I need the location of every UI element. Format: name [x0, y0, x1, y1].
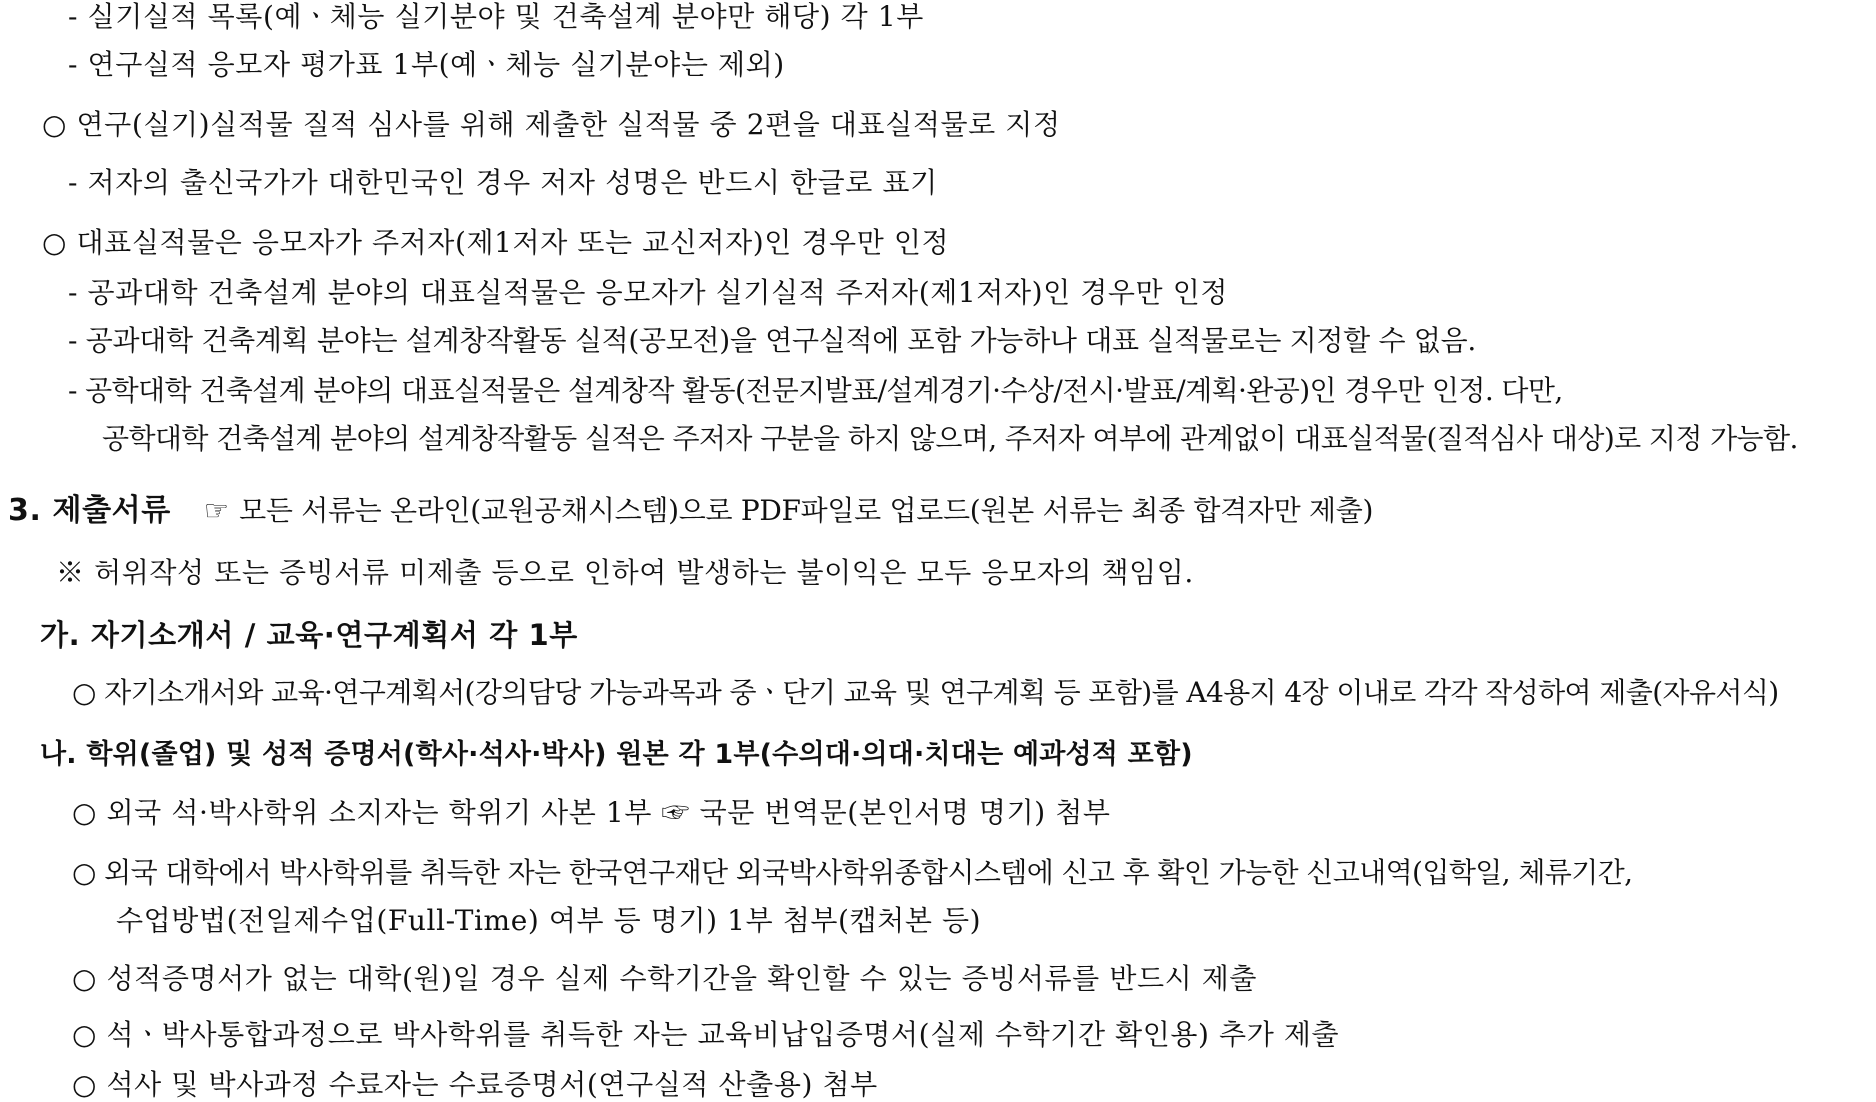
list-item: - 연구실적 응모자 평가표 1부(예ㆍ체능 실기분야는 제외)	[68, 48, 785, 81]
list-item-continuation: 공학대학 건축설계 분야의 설계창작활동 실적은 주저자 구분을 하지 않으며, 주저자 여부에 관계없이 대표실적물(질적심사 대상)로 지정 가능함.	[102, 422, 1798, 455]
section-heading-row	[8, 494, 1373, 528]
list-item: - 저자의 출신국가가 대한민국인 경우 저자 성명은 반드시 한글로 표기	[68, 166, 938, 199]
list-item: - 공과대학 건축설계 분야의 대표실적물은 응모자가 실기실적 주저자(제1저자)인 경우만 인정	[68, 276, 1229, 309]
warning-note: ※ 허위작성 또는 증빙서류 미제출 등으로 인하여 발생하는 불이익은 모두 응모자의 책임임.	[56, 556, 1194, 589]
bullet-item: ○ 석사 및 박사과정 수료자는 수료증명서(연구실적 산출용) 첨부	[72, 1068, 878, 1101]
bullet-item: ○ 성적증명서가 없는 대학(원)일 경우 실제 수학기간을 확인할 수 있는 증빙서류를 반드시 제출	[72, 962, 1258, 995]
subsection-heading: 가. 자기소개서 / 교육·연구계획서 각 1부	[40, 618, 578, 652]
bullet-item-continuation: 수업방법(전일제수업(Full-Time) 여부 등 명기) 1부 첨부(캡처본 등)	[116, 904, 982, 937]
subsection-heading: 나. 학위(졸업) 및 성적 증명서(학사·석사·박사) 원본 각 1부(수의대·의대·치대는 예과성적 포함)	[40, 739, 1193, 770]
bullet-item: ○ 연구(실기)실적물 질적 심사를 위해 제출한 실적물 중 2편을 대표실적물로 지정	[42, 108, 1061, 141]
list-item: - 공과대학 건축계획 분야는 설계창작활동 실적(공모전)을 연구실적에 포함 가능하나 대표 실적물로는 지정할 수 없음.	[68, 324, 1476, 357]
section-title: 3. 제출서류	[8, 493, 171, 528]
list-item: - 실기실적 목록(예ㆍ체능 실기분야 및 건축설계 분야만 해당) 각 1부	[68, 0, 924, 33]
pointing-hand-icon: ☞	[203, 494, 230, 527]
bullet-item: ○ 자기소개서와 교육·연구계획서(강의담당 가능과목과 중ㆍ단기 교육 및 연구계획 등 포함)를 A4용지 4장 이내로 각각 작성하여 제출(자유서식)	[72, 676, 1779, 709]
bullet-item: ○ 외국 대학에서 박사학위를 취득한 자는 한국연구재단 외국박사학위종합시스템에 신고 후 확인 가능한 신고내역(입학일, 체류기간,	[72, 856, 1633, 889]
bullet-item: ○ 외국 석·박사학위 소지자는 학위기 사본 1부 ☞ 국문 번역문(본인서명 명기) 첨부	[72, 796, 1111, 829]
section-note: 모든 서류는 온라인(교원공채시스템)으로 PDF파일로 업로드(원본 서류는 최종 합격자만 제출)	[239, 494, 1374, 527]
bullet-item: ○ 석ㆍ박사통합과정으로 박사학위를 취득한 자는 교육비납입증명서(실제 수학기간 확인용) 추가 제출	[72, 1018, 1340, 1051]
bullet-item: ○ 대표실적물은 응모자가 주저자(제1저자 또는 교신저자)인 경우만 인정	[42, 226, 950, 259]
list-item: - 공학대학 건축설계 분야의 대표실적물은 설계창작 활동(전문지발표/설계경기·수상/전시·발표/계획·완공)인 경우만 인정. 다만,	[68, 374, 1563, 407]
